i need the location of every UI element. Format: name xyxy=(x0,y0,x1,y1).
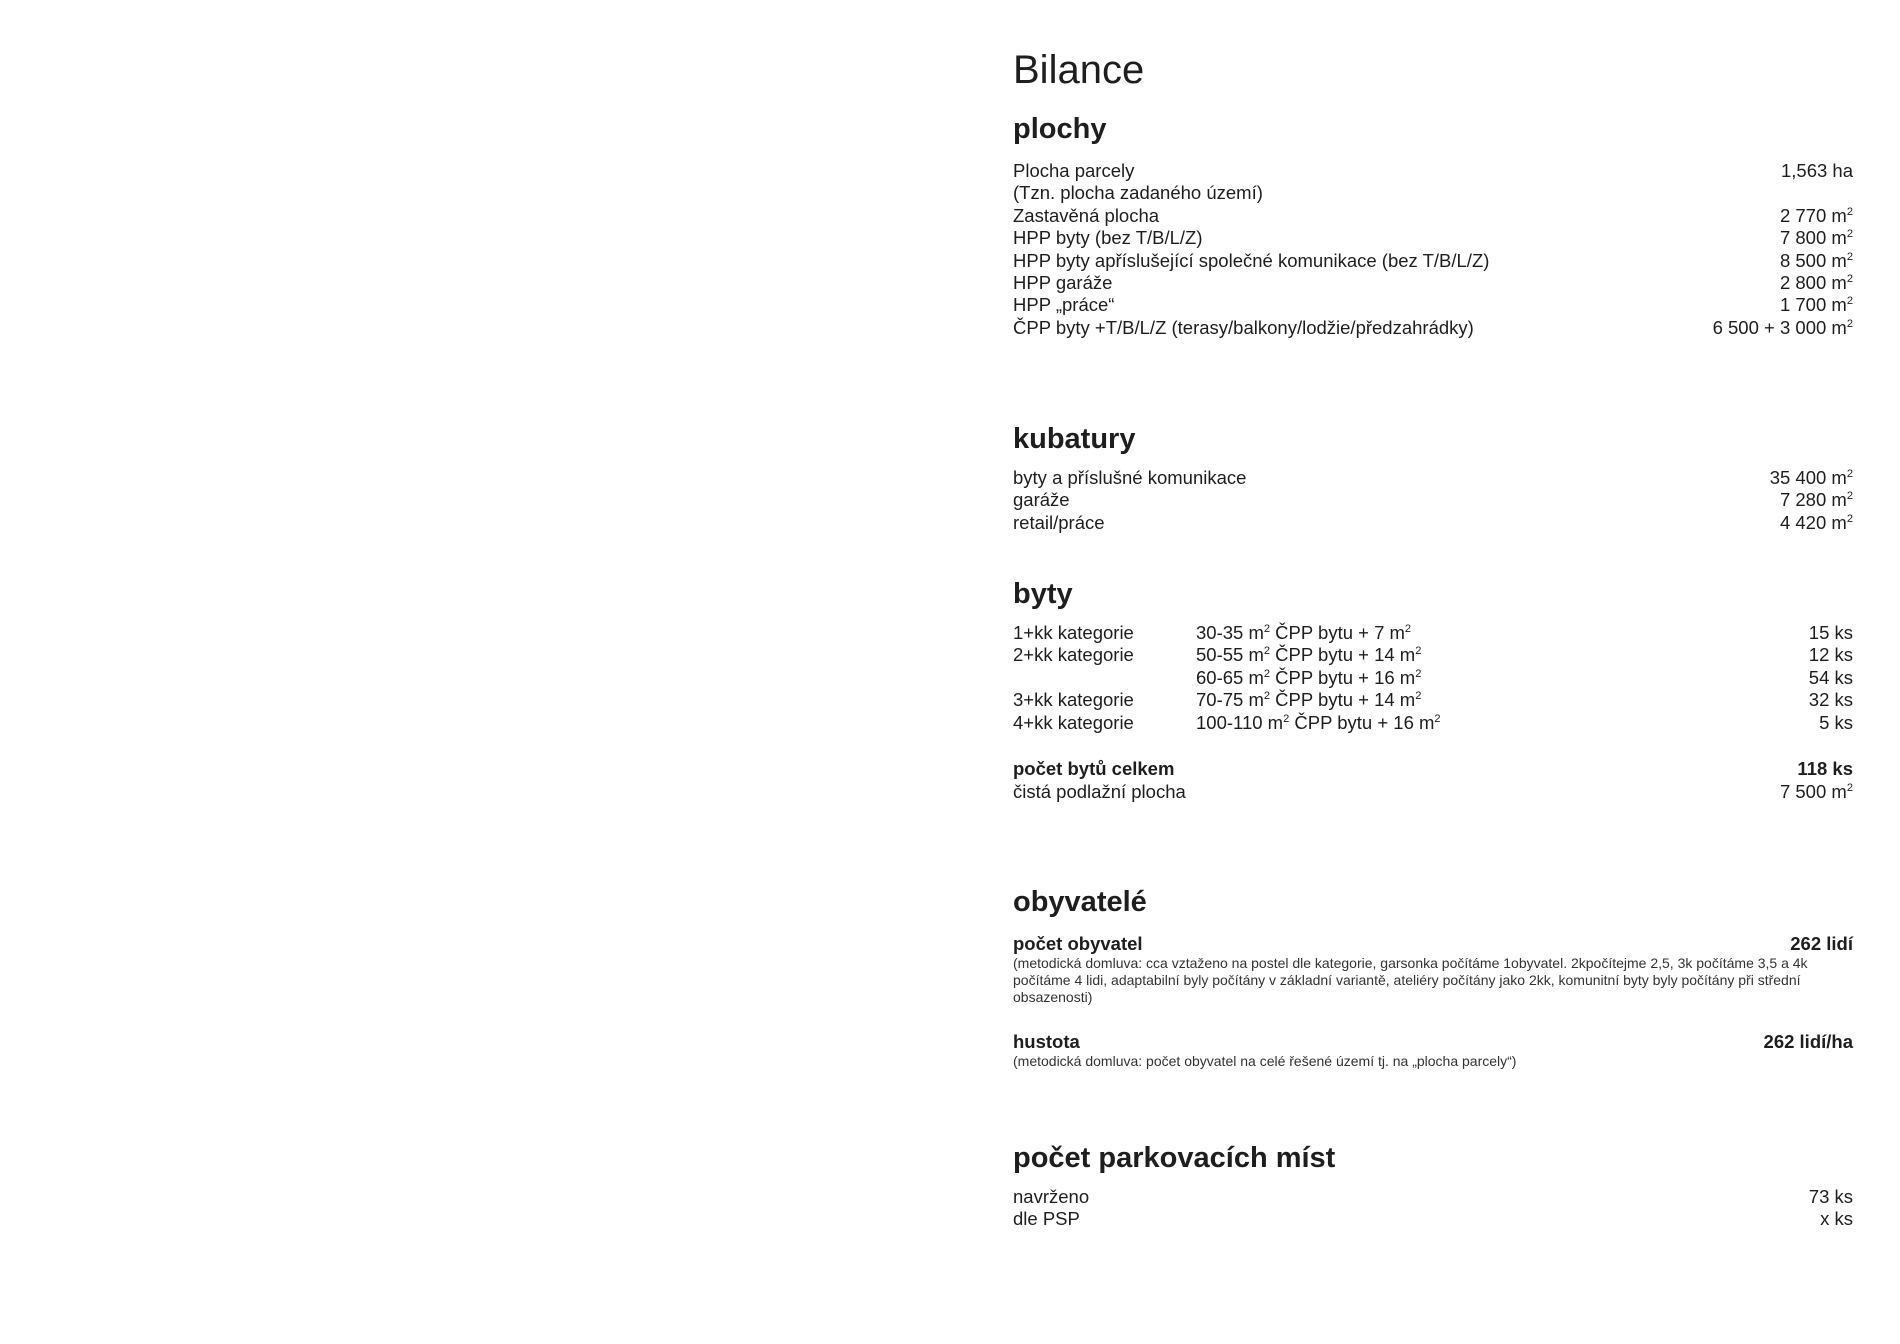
byty-count-value: 54 ks xyxy=(1808,666,1853,688)
parking-row-label: navrženo xyxy=(1013,1186,1090,1207)
plochy-row-value: 2 770 $m^2$ xyxy=(1779,204,1853,226)
byty-count-value: 5 ks xyxy=(1819,711,1853,733)
page-title: Bilance xyxy=(1013,48,1145,92)
section-heading-obyvatele: obyvatelé xyxy=(1013,886,1147,918)
parking-row-value: x ks xyxy=(1820,1208,1853,1230)
kubatury-row xyxy=(1013,467,1853,489)
population-label: počet obyvatel xyxy=(1013,933,1143,954)
parking-row-label: dle PSP xyxy=(1013,1208,1080,1230)
plochy-row-label: (Tzn. plocha zadaného území) xyxy=(1013,182,1263,204)
plochy-row-value: 7 800 $m^2$ xyxy=(1779,227,1853,249)
plochy-row-label: ČPP byty +T/B/L/Z (terasy/balkony/lodžie/předzahrádky) xyxy=(1013,316,1474,338)
byty-row xyxy=(1013,689,1853,711)
plochy-row xyxy=(1013,205,1853,227)
kubatury-row-label: byty a příslušné komunikace xyxy=(1013,467,1247,488)
parking-row-value: 73 ks xyxy=(1808,1186,1853,1207)
plochy-row-value: 8 500 $m^2$ xyxy=(1779,249,1853,271)
byty-row xyxy=(1013,622,1853,644)
parking-row xyxy=(1013,1208,1853,1230)
kubatury-row-value: 4 420 $m^2$ xyxy=(1779,511,1853,533)
plochy-row-label: HPP byty apříslušející společné komunikace (bez T/B/L/Z) xyxy=(1013,249,1490,271)
plochy-row xyxy=(1013,227,1853,249)
byty-size-range: 70-75 $m^2$ ČPP bytu + 14 $m^2$ xyxy=(1196,689,1422,711)
section-heading-plochy: plochy xyxy=(1013,113,1107,145)
byty-size-range: 60-65 $m^2$ ČPP bytu + 16 $m^2$ xyxy=(1196,666,1422,688)
byty-category-label: 2+kk kategorie xyxy=(1013,644,1134,666)
byty-count-value: 32 ks xyxy=(1808,689,1853,711)
byty-size-range: 50-55 $m^2$ ČPP bytu + 14 $m^2$ xyxy=(1196,644,1422,666)
plochy-row-label: Plocha parcely xyxy=(1013,160,1135,181)
density-value: 262 lidí/ha xyxy=(1763,1031,1853,1052)
plochy-row-value: 1,563 ha xyxy=(1780,160,1853,181)
total-apartments-row xyxy=(1013,758,1853,780)
byty-count-value: 15 ks xyxy=(1808,622,1853,643)
plochy-row-value: 6 500 + 3 000 $m^2$ xyxy=(1712,316,1853,338)
plochy-row xyxy=(1013,272,1853,294)
section-heading-kubatury: kubatury xyxy=(1013,423,1136,455)
plochy-row-value: 2 800 $m^2$ xyxy=(1779,272,1853,293)
plochy-row xyxy=(1013,250,1853,272)
plochy-row-label: HPP „práce“ xyxy=(1013,294,1115,316)
plochy-row-label: HPP byty (bez T/B/L/Z) xyxy=(1013,227,1203,249)
plochy-row-label: HPP garáže xyxy=(1013,272,1113,293)
kubatury-row-label: garáže xyxy=(1013,489,1070,511)
parking-row xyxy=(1013,1186,1853,1208)
plochy-row xyxy=(1013,160,1853,182)
density-label: hustota xyxy=(1013,1031,1080,1052)
density-row xyxy=(1013,1031,1853,1053)
section-heading-parking: počet parkovacích míst xyxy=(1013,1142,1336,1174)
kubatury-row-label: retail/práce xyxy=(1013,511,1105,533)
kubatury-row xyxy=(1013,512,1853,534)
byty-row xyxy=(1013,712,1853,734)
section-heading-byty: byty xyxy=(1013,578,1073,610)
population-row xyxy=(1013,933,1853,955)
byty-category-label: 1+kk kategorie xyxy=(1013,622,1134,643)
plochy-row-label: Zastavěná plocha xyxy=(1013,204,1160,226)
byty-size-range: 100-110 $m^2$ ČPP bytu + 16 $m^2$ xyxy=(1196,711,1441,733)
net-floor-area-label: čistá podlažní plocha xyxy=(1013,781,1186,802)
byty-count-value: 12 ks xyxy=(1808,644,1853,666)
total-apartments-label: počet bytů celkem xyxy=(1013,758,1175,779)
byty-row xyxy=(1013,667,1853,689)
plochy-row xyxy=(1013,294,1853,316)
plochy-row-value: 1 700 $m^2$ xyxy=(1779,294,1853,316)
kubatury-row-value: 35 400 $m^2$ xyxy=(1769,467,1853,488)
byty-row xyxy=(1013,644,1853,666)
total-apartments-value: 118 ks xyxy=(1797,758,1853,779)
population-note: (metodická domluva: cca vztaženo na postel dle kategorie, garsonka počítáme 1obyvatel. 2kpočítejme 2,5, 3k počítáme 3,5 a 4k počítáme 4 lidi, adaptabilní byly počítány v základní variantě, ateliéry počítány jako 2kk, komunitní byty byly počítány při střední obsazenosti) xyxy=(1013,955,1808,1005)
kubatury-row-value: 7 280 $m^2$ xyxy=(1779,489,1853,511)
byty-category-label: 4+kk kategorie xyxy=(1013,711,1134,733)
net-floor-area-row xyxy=(1013,781,1853,803)
net-floor-area-value: 7 500 $m^2$ xyxy=(1779,781,1853,802)
population-value: 262 lidí xyxy=(1790,933,1853,954)
kubatury-row xyxy=(1013,489,1853,511)
plochy-row xyxy=(1013,182,1853,204)
plochy-row xyxy=(1013,317,1853,339)
density-note: (metodická domluva: počet obyvatel na celé řešené území tj. na „plocha parcely“) xyxy=(1013,1053,1517,1069)
byty-size-range: 30-35 $m^2$ ČPP bytu + 7 $m^2$ xyxy=(1196,622,1412,643)
byty-category-label: 3+kk kategorie xyxy=(1013,689,1134,711)
